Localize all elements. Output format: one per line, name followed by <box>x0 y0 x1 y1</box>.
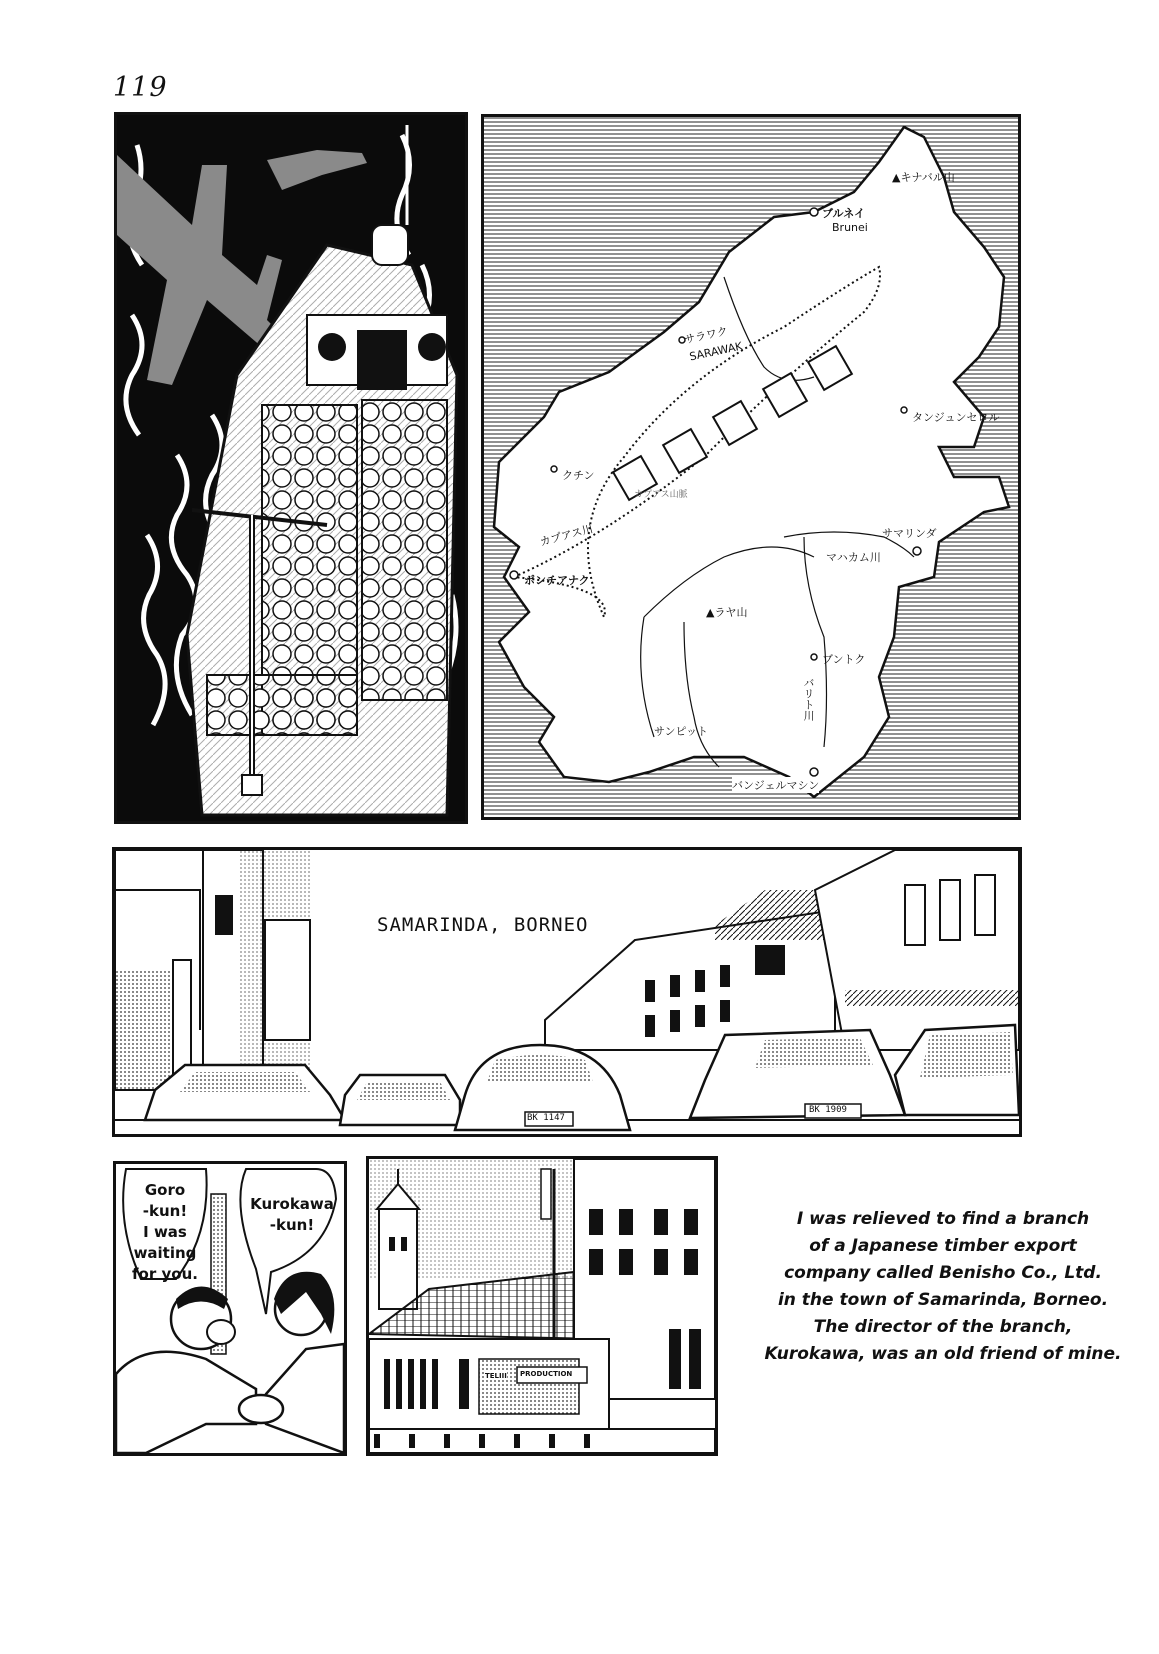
license-plate-1: BK 1147 <box>527 1113 565 1123</box>
ship-illustration <box>117 115 465 821</box>
sign-small: TELIII <box>485 1372 507 1380</box>
license-plate-2: BK 1909 <box>809 1105 847 1115</box>
bubble-kurokawa: Kurokawa -kun! <box>250 1195 334 1234</box>
label-raya-mountain: ▲ラヤ山 <box>706 606 748 619</box>
panel-street <box>112 847 1022 1137</box>
label-banjarmasin: バンジェルマシン <box>732 779 820 792</box>
street-illustration <box>115 850 1019 1134</box>
sign-production: PRODUCTION <box>520 1370 573 1378</box>
street-caption: SAMARINDA, BORNEO <box>377 914 589 936</box>
panel-building <box>366 1156 718 1456</box>
label-brunei-jp: ブルネイ <box>822 207 866 220</box>
panel-ship <box>114 112 468 824</box>
label-pontianak: ポンチアナク <box>524 574 590 587</box>
label-kapuas-river: カプアス川 <box>538 522 595 549</box>
label-kinabalu: ▲キナバル山 <box>892 171 955 184</box>
label-sarawak-jp: サラワク <box>683 324 729 347</box>
label-kuching: クチン <box>562 469 595 482</box>
bubble-goro: Goro -kun! I was waiting for you. <box>132 1181 198 1283</box>
panel-handshake <box>113 1161 347 1456</box>
narration-text: I was relieved to find a branch of a Japanese timber export company called Benisho Co., Ltd. in the town of Samarinda, Borneo. The director of the branch, Kurokawa, was an old friend of mine. <box>764 1209 1122 1364</box>
page-number: 119 <box>113 72 168 103</box>
building-illustration <box>369 1159 715 1453</box>
label-tanjung-selor: タンジュンセロル <box>912 411 1000 424</box>
label-samarinda: サマリンダ <box>882 527 937 540</box>
label-mahakam-river: マハカム川 <box>826 551 881 564</box>
label-barito-river: バリト川 <box>802 677 815 721</box>
panel-map <box>481 114 1021 820</box>
label-kapuas-mountains: カプアス山脈 <box>634 490 688 500</box>
label-brunei-en: Brunei <box>832 221 868 234</box>
label-sarawak-en: SARAWAK <box>688 339 744 364</box>
label-sampit: サンピット <box>654 725 709 738</box>
label-buntok: ブントク <box>822 653 866 666</box>
